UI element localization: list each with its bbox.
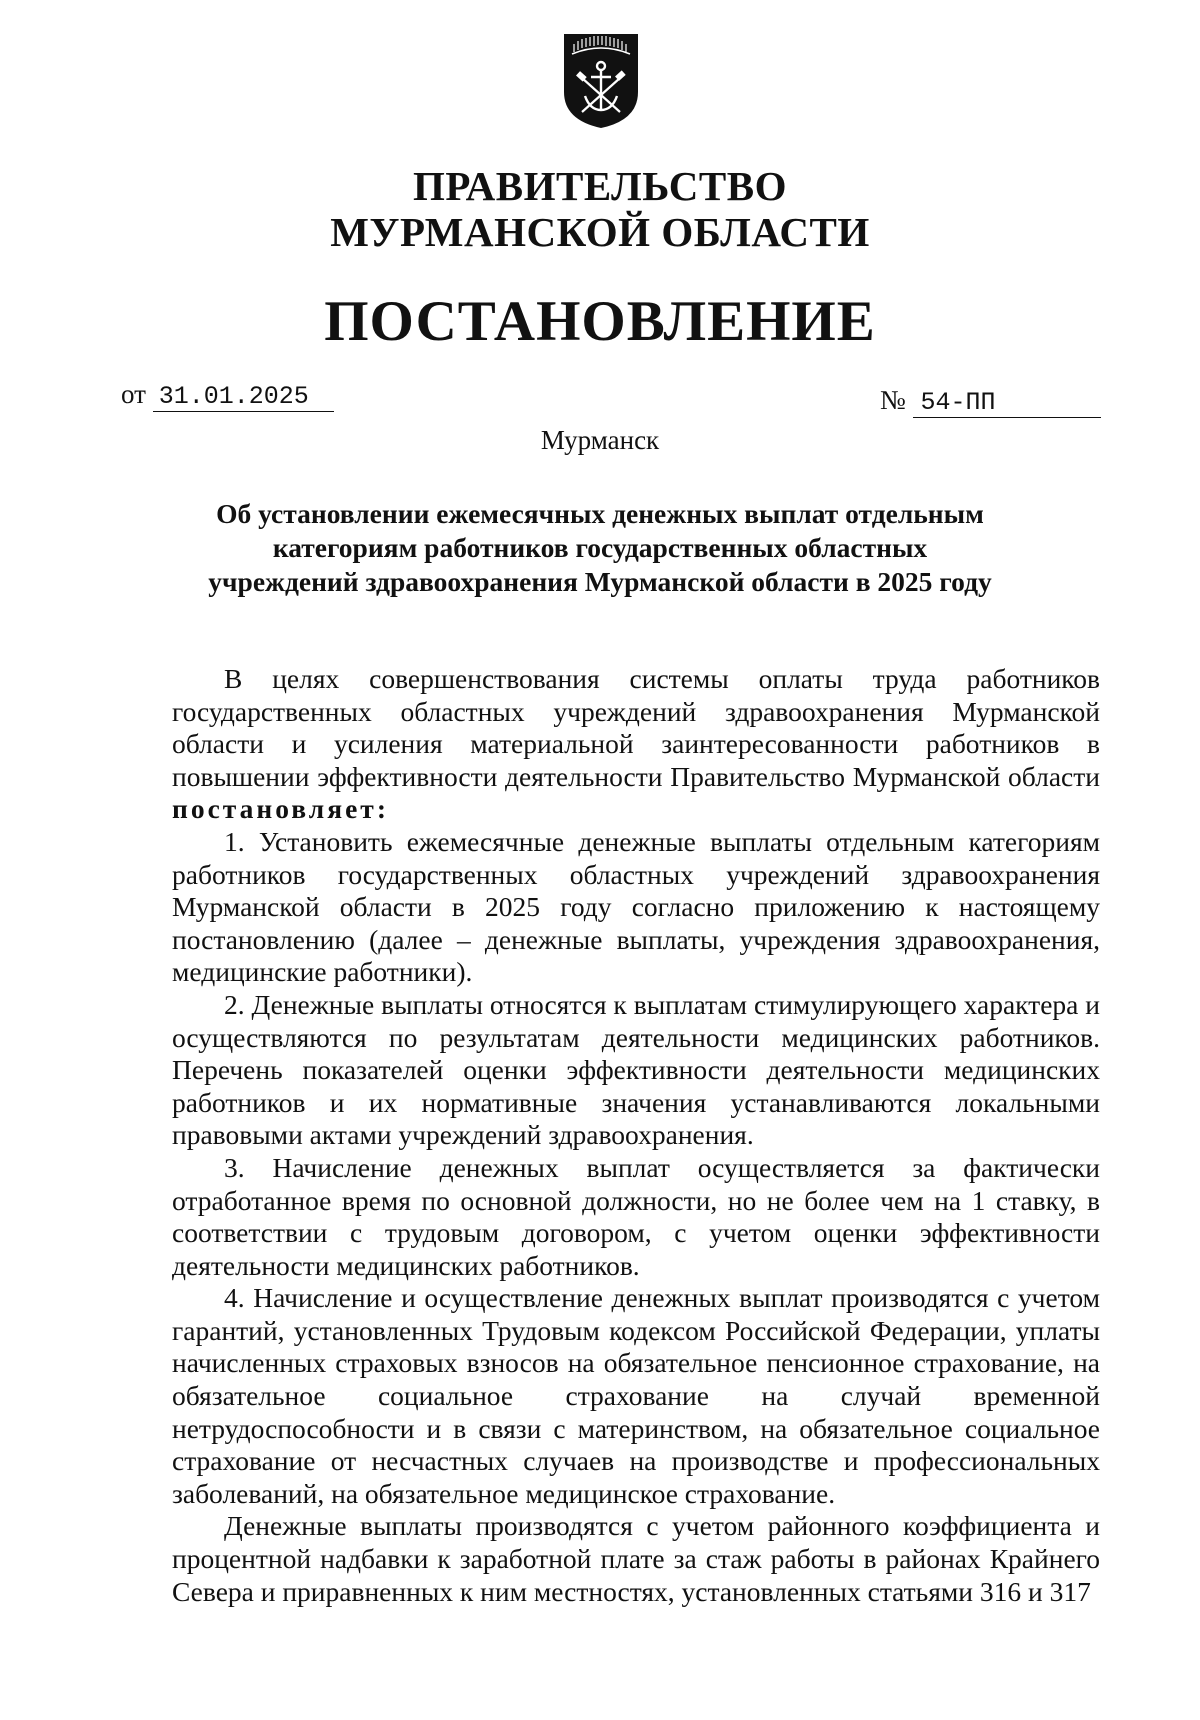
- subject-line: Об установлении ежемесячных денежных выплат отдельным: [216, 498, 984, 529]
- document-date: 31.01.2025: [153, 383, 334, 412]
- clause-4-continuation: Денежные выплаты производятся с учетом районного коэффициента и процентной надбавки к заработной плате за стаж работы в районах Крайнего Севера и приравненных к ним местностях, установленных статьями 316 и 317: [172, 1510, 1100, 1607]
- murmansk-coat-of-arms-icon: [560, 30, 642, 130]
- resolves-word: постановляет:: [172, 793, 389, 825]
- date-prefix: от: [121, 379, 146, 409]
- document-number: 54-ПП: [913, 389, 1101, 418]
- city: Мурманск: [540, 425, 660, 455]
- document-type: ПОСТАНОВЛЕНИЕ: [324, 290, 876, 353]
- document-subject: [180, 497, 1020, 599]
- number-prefix: №: [880, 385, 906, 415]
- subject-line: категориям работников государственных областных: [272, 532, 928, 563]
- clause-3: 3. Начисление денежных выплат осуществляется за фактически отработанное время по основной должности, но не более чем на 1 ставку, в соответствии с трудовым договором, с учетом оценки эффективности деятельности медицинских работников.: [172, 1151, 1100, 1281]
- clause-4: 4. Начисление и осуществление денежных выплат производятся с учетом гарантий, установленных Трудовым кодексом Российской Федерации, уплаты начисленных страховых взносов на обязательное пенсионное страхование, на обязательное социальное страхование на случай временной нетрудоспособности и в связи с материнством, на обязательное социальное страхование от несчастных случаев на производстве и профессиональных заболеваний, на обязательное медицинское страхование.: [172, 1282, 1100, 1509]
- subject-line: учреждений здравоохранения Мурманской области в 2025 году: [208, 566, 992, 597]
- org-name-line1: ПРАВИТЕЛЬСТВО: [412, 163, 788, 209]
- clause-1: 1. Установить ежемесячные денежные выплаты отдельным категориям работников государственных областных учреждений здравоохранения Мурманской области в 2025 году согласно приложению к настоящему постановлению (далее – денежные выплаты, учреждения здравоохранения, медицинские работники).: [172, 825, 1100, 988]
- date-row: [121, 378, 334, 412]
- document-body: [172, 663, 1100, 1608]
- preamble-paragraph: [172, 663, 1100, 826]
- clause-2: 2. Денежные выплаты относятся к выплатам стимулирующего характера и осуществляются по результатам деятельности медицинских работников. Перечень показателей оценки эффективности деятельности медицинских работников и их нормативные значения устанавливаются локальными правовыми актами учреждений здравоохранения.: [172, 988, 1100, 1151]
- org-name-line2: МУРМАНСКОЙ ОБЛАСТИ: [330, 209, 870, 255]
- preamble-text: В целях совершенствования системы оплаты труда работников государственных областных учреждений здравоохранения Мурманской области и усиления материальной заинтересованности работников в повышении эффективности деятельности Правительство Мурманской области: [172, 663, 1100, 792]
- number-row: [880, 384, 1101, 418]
